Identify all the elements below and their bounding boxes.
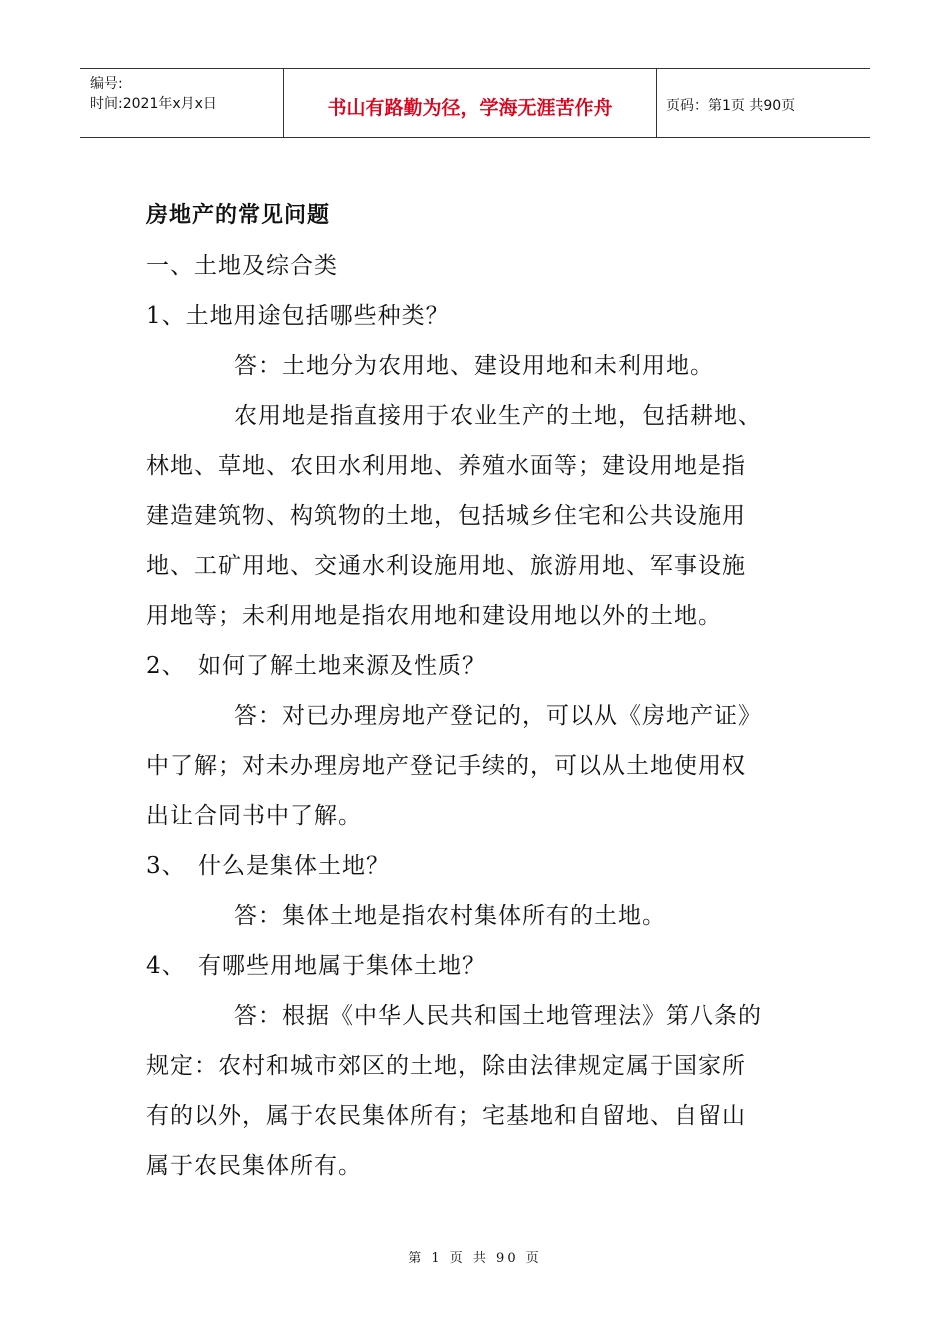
answer-2-line-2: 中了解；对未办理房地产登记手续的，可以从土地使用权 <box>146 753 746 779</box>
question-4-number: 4、 <box>146 953 186 979</box>
header-table <box>80 68 870 138</box>
answer-4-line-2: 规定：农村和城市郊区的土地，除由法律规定属于国家所 <box>146 1053 746 1079</box>
header-motto-cell <box>283 69 657 137</box>
question-2 <box>146 647 486 680</box>
answer-2-line-3: 出让合同书中了解。 <box>146 803 362 829</box>
answer-1-line-1: 答：土地分为农用地、建设用地和未利用地。 <box>234 353 714 379</box>
answer-3-line-1: 答：集体土地是指农村集体所有的土地。 <box>234 903 666 929</box>
document-title: 房地产的常见问题 <box>146 203 331 228</box>
question-3-number: 3、 <box>146 853 186 879</box>
answer-4-line-3: 有的以外，属于农民集体所有；宅基地和自留地、自留山 <box>146 1103 746 1129</box>
section-heading: 一、土地及综合类 <box>146 253 338 279</box>
question-1: 1、土地用途包括哪些种类？ <box>146 303 450 329</box>
question-4-text: 有哪些用地属于集体土地？ <box>198 953 486 979</box>
question-3-text: 什么是集体土地？ <box>198 853 390 879</box>
motto: 书山有路勤为径，学海无涯苦作舟 <box>327 97 613 119</box>
question-2-number: 2、 <box>146 653 186 679</box>
header-page-cell <box>656 69 870 137</box>
question-2-text: 如何了解土地来源及性质？ <box>198 653 486 679</box>
header-meta-cell <box>80 69 283 137</box>
answer-4-line-1: 答：根据《中华人民共和国土地管理法》第八条的 <box>234 1003 762 1029</box>
answer-4-line-4: 属于农民集体所有。 <box>146 1153 362 1179</box>
time-label: 时间:2021年x月x日 <box>90 96 217 112</box>
answer-1-line-4: 建造建筑物、构筑物的土地，包括城乡住宅和公共设施用 <box>146 503 746 529</box>
answer-1-line-6: 用地等；未利用地是指农用地和建设用地以外的土地。 <box>146 603 722 629</box>
question-3 <box>146 847 390 880</box>
answer-1-line-2: 农用地是指直接用于农业生产的土地，包括耕地、 <box>234 403 762 429</box>
page-info: 页码：第1页 共90页 <box>666 98 796 114</box>
answer-1-line-5: 地、工矿用地、交通水利设施用地、旅游用地、军事设施 <box>146 553 746 579</box>
answer-2-line-1: 答：对已办理房地产登记的，可以从《房地产证》 <box>234 703 762 729</box>
number-label: 编号: <box>90 76 123 92</box>
page-footer: 第 1 页 共 90 页 <box>408 1251 542 1266</box>
question-4 <box>146 947 486 980</box>
answer-1-line-3: 林地、草地、农田水利用地、养殖水面等；建设用地是指 <box>146 453 746 479</box>
